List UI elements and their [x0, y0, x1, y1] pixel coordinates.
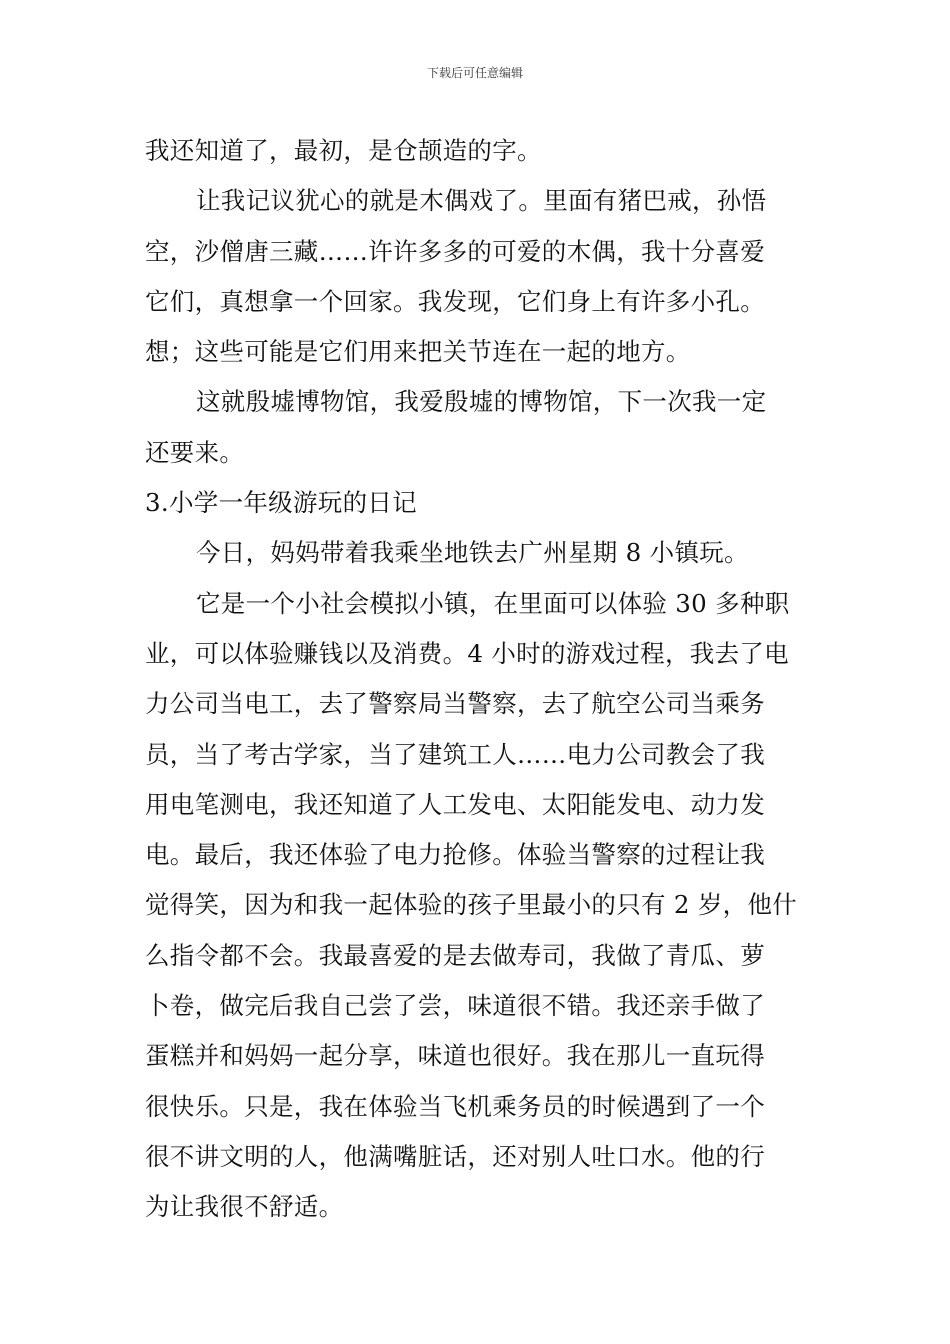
text-line: 为让我很不舒适。	[145, 1192, 344, 1222]
text-line: 力公司当电工，去了警察局当警察，去了航空公司当乘务	[145, 689, 765, 719]
text-line: 今日，妈妈带着我乘坐地铁去广州星期 8 小镇玩。	[196, 538, 749, 568]
text-line: 很不讲文明的人，他满嘴脏话，还对别人吐口水。他的行	[145, 1141, 765, 1171]
text-line: 我还知道了，最初，是仓颉造的字。	[145, 136, 542, 165]
text-line: 员，当了考古学家，当了建筑工人……电力公司教会了我	[145, 739, 765, 769]
text-line: 么指令都不会。我最喜爱的是去做寿司，我做了青瓜、萝	[145, 940, 765, 970]
text-line: 它是一个小社会模拟小镇，在里面可以体验 30 多种职	[196, 588, 790, 618]
text-line: 还要来。	[145, 437, 245, 467]
text-line: 觉得笑，因为和我一起体验的孩子里最小的只有 2 岁，他什	[145, 890, 798, 920]
text-line: 用电笔测电，我还知道了人工发电、太阳能发电、动力发	[145, 789, 765, 819]
text-line: 业，可以体验赚钱以及消费。4 小时的游戏过程，我去了电	[145, 638, 789, 668]
text-line: 很快乐。只是，我在体验当飞机乘务员的时候遇到了一个	[145, 1091, 765, 1121]
text-line: 卜卷，做完后我自己尝了尝，味道很不错。我还亲手做了	[145, 991, 765, 1021]
text-line: 让我记议犹心的就是木偶戏了。里面有猪巴戒，孙悟	[196, 186, 767, 216]
section-heading: 3.小学一年级游玩的日记	[145, 488, 417, 518]
text-line: 它们，真想拿一个回家。我发现，它们身上有许多小孔。	[145, 286, 765, 316]
page-header: 下载后可任意编辑	[426, 66, 523, 80]
text-line: 电。最后，我还体验了电力抢修。体验当警察的过程让我	[145, 840, 765, 870]
text-line: 想；这些可能是它们用来把关节连在一起的地方。	[145, 337, 691, 367]
text-line: 蛋糕并和妈妈一起分享，味道也很好。我在那儿一直玩得	[145, 1041, 765, 1071]
document-body	[145, 128, 805, 1235]
text-line: 空，沙僧唐三藏……许许多多的可爱的木偶，我十分喜爱	[145, 236, 765, 266]
text-line: 这就殷墟博物馆，我爱殷墟的博物馆，下一次我一定	[196, 387, 767, 417]
